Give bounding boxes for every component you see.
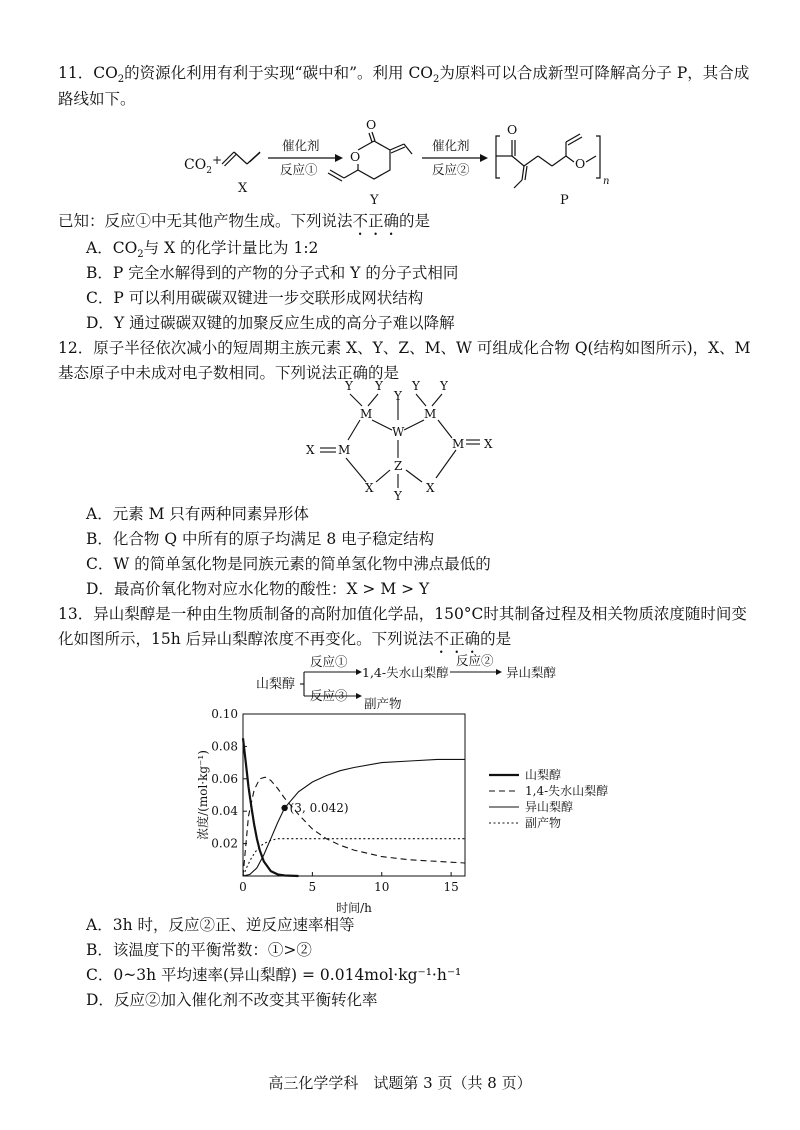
y-carbonyl-o: O xyxy=(366,117,377,132)
q11-known: 已知：反应①中无其他产物生成。下列说法不正确的是 xyxy=(58,212,431,230)
q13-option-a[interactable]: A．3h 时，反应②正、逆反应速率相等 xyxy=(86,916,355,934)
plot-frame xyxy=(243,714,465,876)
q12-atom-y4: Y xyxy=(440,379,448,393)
q12-option-a[interactable]: A．元素 M 只有两种同素异形体 xyxy=(86,505,309,523)
y-label: Y xyxy=(370,193,379,208)
series-line-3 xyxy=(243,759,465,876)
q12-structure-diagram xyxy=(290,378,520,506)
q12-atom-m1: M xyxy=(360,407,373,421)
q12-atom-y2: Y xyxy=(375,379,383,393)
arrow2-reaction: 反应② xyxy=(432,162,470,177)
x-axis-label: 时间/h xyxy=(336,901,372,915)
q12-atom-m2: M xyxy=(424,407,437,421)
p-ether-o: O xyxy=(575,156,586,171)
q12-atom-x3: X xyxy=(365,481,374,495)
q13-product: 异山梨醇 xyxy=(506,665,557,680)
q12-atom-x2: X xyxy=(484,437,493,451)
q11-stem-line2: 路线如下。 xyxy=(58,90,136,108)
q12-atom-m3: M xyxy=(338,443,351,457)
q12-atom-y1: Y xyxy=(345,379,353,393)
q12-option-c[interactable]: C．W 的简单氢化物是同族元素的简单氢化物中沸点最低的 xyxy=(86,555,491,573)
q12-atom-x1: X xyxy=(306,443,315,457)
annotation-point xyxy=(281,805,287,811)
q12-atom-y3: Y xyxy=(412,379,420,393)
q11-option-a[interactable]: A．$CO_2$与 X 的化学计量比为 1:2 xyxy=(86,239,319,261)
q12-atom-z: Z xyxy=(394,459,403,473)
x-tick-label: 10 xyxy=(374,880,390,894)
y-tick-label: 0.06 xyxy=(211,771,238,786)
p-carbonyl-o: O xyxy=(507,122,518,137)
q12-stem-line2: 基态原子中未成对电子数相同。下列说法正确的是 xyxy=(58,364,400,382)
y-tick-label: 0.02 xyxy=(211,836,238,851)
legend-label-1: 山梨醇 xyxy=(525,768,562,782)
q12-atom-y6: Y xyxy=(394,489,402,503)
legend-label-3: 异山梨醇 xyxy=(525,800,574,814)
q13-r1: 反应① xyxy=(310,654,348,669)
q12-stem-line1: 12．原子半径依次减小的短周期主族元素 X、Y、Z、M、W 可组成化合物 Q(结构如图所示)，X、M xyxy=(58,339,751,357)
q12-atom-m4: M xyxy=(452,437,465,451)
q11-option-c[interactable]: C．P 可以利用碳碳双键进一步交联形成网状结构 xyxy=(86,289,424,307)
arrow1-catalyst: 催化剂 xyxy=(282,138,320,153)
legend-label-4: 副产物 xyxy=(525,816,562,830)
y-tick-label: 0.04 xyxy=(211,804,238,819)
q11-stem-line1: 11．$CO_2$的资源化利用有利于实现“碳中和”。利用 $CO_2$为原料可以合成新型可降解高分子 P，其合成 xyxy=(58,64,750,86)
arrow2-catalyst: 催化剂 xyxy=(432,138,470,153)
q13-emphasis: 不正确 xyxy=(433,630,481,648)
arrow-reaction-2-head xyxy=(480,154,488,162)
q12-option-d[interactable]: D．最高价氧化物对应水化物的酸性：X > M > Y xyxy=(86,580,430,598)
q12-atom-w: W xyxy=(392,425,405,439)
y-tick-label: 0.08 xyxy=(211,739,238,754)
q13-r3: 反应③ xyxy=(310,688,348,703)
x-tick-label: 0 xyxy=(239,880,247,894)
x-tick-label: 15 xyxy=(443,880,459,894)
q12-option-b[interactable]: B．化合物 Q 中所有的原子均满足 8 电子稳定结构 xyxy=(86,530,435,548)
legend-label-2: 1,4-失水山梨醇 xyxy=(525,784,609,798)
q12-atom-y5: Y xyxy=(394,389,402,403)
q13-option-c[interactable]: C．0~3h 平均速率(异山梨醇) = 0.014mol·kg⁻¹·h⁻¹ xyxy=(86,966,462,984)
x-tick-label: 5 xyxy=(308,880,317,894)
q12-atom-x4: X xyxy=(426,481,435,495)
y-axis-label: 浓度/(mol·kg⁻¹) xyxy=(196,750,210,840)
annotation-label: (3, 0.042) xyxy=(289,800,349,815)
q11-synthesis-scheme xyxy=(150,112,630,212)
y-ring-o: O xyxy=(350,149,361,164)
q13-stem-line1: 13．异山梨醇是一种由生物质制备的高附加值化学品，150°C时其制备过程及相关物质浓度随时间变 xyxy=(58,605,747,623)
q13-r2: 反应② xyxy=(456,653,494,668)
q13-option-b[interactable]: B．该温度下的平衡常数：①>② xyxy=(86,941,312,959)
q13-arrow-r3-head xyxy=(356,693,362,699)
co2-formula: $CO_2+$ xyxy=(184,153,222,176)
y-tick-label: 0.10 xyxy=(211,707,238,721)
arrow-reaction-1-head xyxy=(335,154,343,162)
q13-stem-line2: 化如图所示，15h 后异山梨醇浓度不再变化。下列说法不正确的是 xyxy=(58,630,512,648)
p-label: P xyxy=(560,193,569,208)
q13-side: 副产物 xyxy=(364,696,402,711)
q13-mid: 1,4-失水山梨醇 xyxy=(362,665,449,680)
page-footer: 高三化学学科 试题第 3 页（共 8 页） xyxy=(268,1074,532,1092)
lactone-y xyxy=(328,132,412,181)
q13-option-d[interactable]: D．反应②加入催化剂不改变其平衡转化率 xyxy=(86,991,378,1009)
p-repeat-n: n xyxy=(603,176,610,187)
q13-concentration-chart xyxy=(195,700,625,915)
series-line-4 xyxy=(243,839,465,876)
q11-option-b[interactable]: B．P 完全水解得到的产物的分子式和 Y 的分子式相同 xyxy=(86,264,459,282)
q11-option-d[interactable]: D．Y 通过碳碳双键的加聚反应生成的高分子难以降解 xyxy=(86,314,455,332)
q13-arrow-r2-head xyxy=(496,669,502,675)
q11-emphasis: 不正确 xyxy=(352,212,400,230)
x-label: X xyxy=(238,181,248,196)
arrow1-reaction: 反应① xyxy=(280,162,318,177)
butadiene-x xyxy=(222,152,260,166)
q13-start: 山梨醇 xyxy=(256,677,296,692)
